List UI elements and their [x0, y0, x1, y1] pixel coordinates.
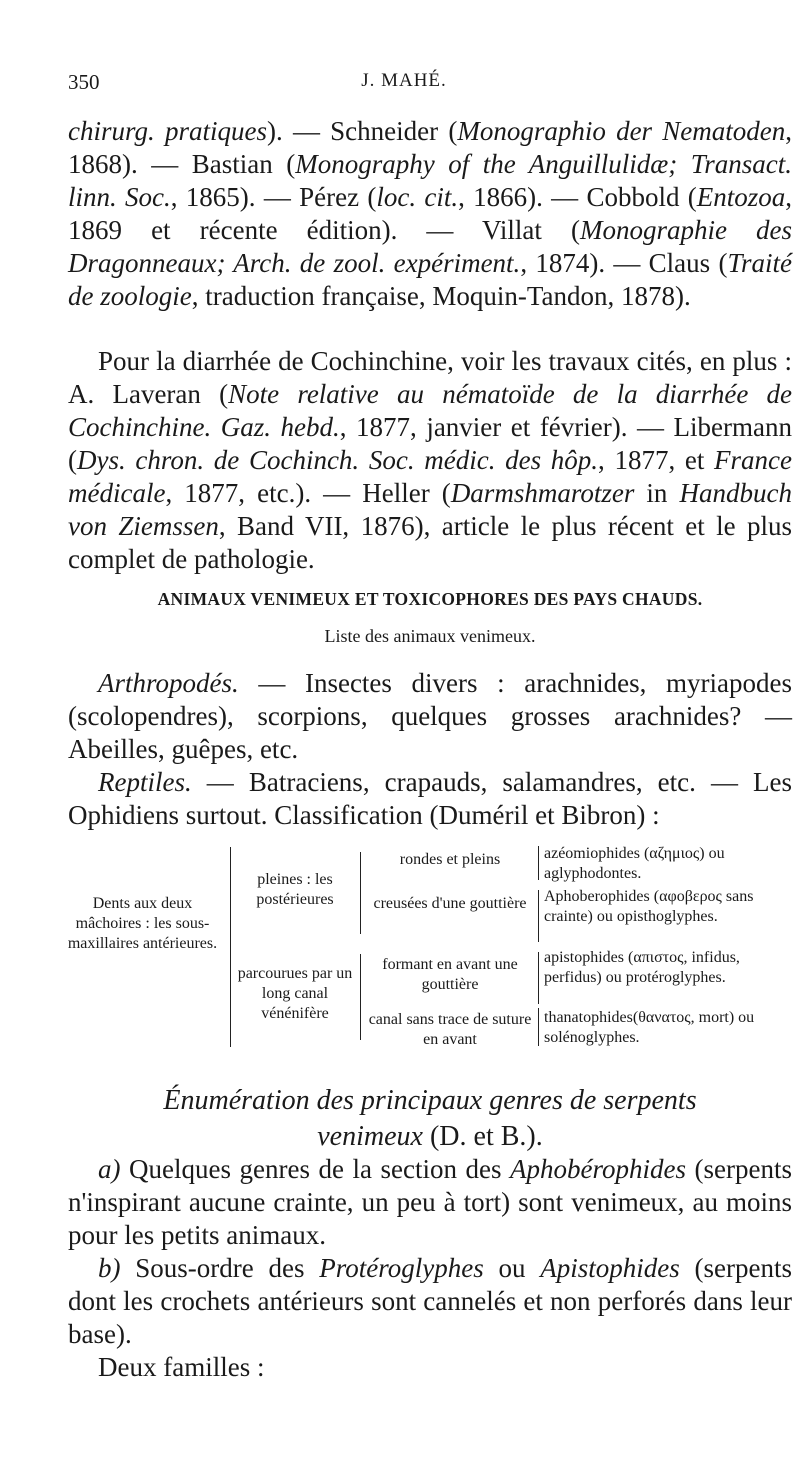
reptiles-paragraph: [68, 766, 792, 832]
item-marker: a): [98, 1154, 121, 1184]
taxon-name: Aphobérophides: [510, 1154, 687, 1184]
running-head: [68, 70, 740, 100]
item-marker: b): [98, 1253, 121, 1283]
classification-leaf: rondes et pleins: [399, 851, 501, 868]
taxon-name: Apistophides: [540, 1253, 680, 1283]
section-subtitle: Liste des animaux venimeux.: [324, 626, 536, 646]
paragraph-text: (serpents dont les crochets antérieurs sont cannelés et non perforés dans leur base).: [68, 1253, 792, 1349]
bib-title: Monographio der Nematoden: [457, 116, 786, 146]
enumeration-title: [68, 1083, 792, 1155]
running-title: J. MAHÉ.: [361, 70, 447, 91]
brace: [538, 890, 539, 942]
bib-title: loc. cit.: [376, 182, 459, 212]
taxon-name: Protéroglyphes: [319, 1253, 484, 1283]
classification-leaf: creusées d'une gouttière: [373, 895, 527, 912]
item-a-paragraph: [68, 1153, 792, 1252]
classification-group: apistophides (απιστος, infidus, perfidus) ou protéroglyphes.: [544, 949, 740, 986]
classification-branch-solid: pleines : les postérieures: [256, 871, 334, 908]
classification-branch-canal: parcourues par un long canal vénénifère: [237, 965, 353, 1022]
category-heading: Reptiles.: [98, 767, 192, 797]
enumeration-title-italic: venimeux: [317, 1121, 423, 1152]
bib-text: , 1865). — Pérez (: [170, 182, 377, 212]
bib-title: France médicale: [68, 445, 792, 508]
bib-text: , 1877, janvier et février). — Libermann (: [68, 412, 793, 475]
classification-group: Aphoberophides (αφοβερος sans crainte) ou opisthoglyphes.: [544, 888, 754, 925]
brace: [360, 954, 361, 1040]
bib-text: ). — Schneider (: [266, 116, 458, 146]
bib-title: chirurg. pratiques: [68, 116, 267, 146]
bibliography-paragraph-1: [68, 115, 792, 313]
brace: [538, 846, 539, 880]
bib-title: Handbuch von Ziemssen: [68, 478, 792, 541]
classification-group: azéomiophides (αζημιος) ou aglyphodontes.: [544, 845, 725, 882]
bibliography-paragraph-2: [68, 345, 792, 576]
bib-title: Monography of the Anguillulidæ; Transact. linn. Soc.: [68, 149, 792, 212]
paragraph-text: — Batraciens, crapauds, salamandres, etc. — Les Ophidiens surtout. Classification (Duméril et Bibron) :: [68, 767, 792, 830]
bib-text: , 1869 et récente édition). — Villat (: [68, 182, 792, 245]
bib-text: Pour la diarrhée de Cochinchine, voir les travaux cités, en plus : A. Laveran (: [68, 346, 792, 409]
bib-text: , Band VII, 1876), article le plus récent et le plus complet de pathologie.: [68, 511, 793, 574]
bib-title: Note relative au nématoïde de la diarrhée de Cochinchine. Gaz. hebd.: [68, 379, 792, 442]
bib-text: , traduction française, Moquin-Tandon, 1878).: [191, 281, 691, 311]
bib-text: , 1877, et: [598, 445, 715, 475]
brace: [230, 847, 231, 1047]
enumeration-title-line-1: Énumération des principaux genres de serpents: [163, 1085, 697, 1116]
paragraph-text: ou: [483, 1253, 541, 1283]
bib-title: Darmshmarotzer: [450, 478, 635, 508]
bib-text: , 1877, etc.). — Heller (: [165, 478, 451, 508]
families-line: [68, 1351, 792, 1384]
bib-text: , 1874). — Claus (: [520, 248, 728, 278]
paragraph-text: Sous-ordre des: [120, 1253, 320, 1283]
classification-root: Dents aux deux mâchoires : les sous-maxillaires antérieures.: [67, 895, 218, 952]
brace: [538, 1008, 539, 1046]
bib-text: in: [634, 478, 680, 508]
bib-text: , 1866). — Cobbold (: [458, 182, 697, 212]
arthropods-paragraph: [68, 667, 792, 766]
bib-text: , 1868). — Bastian (: [68, 116, 793, 179]
bib-title: Monographie des Dragonneaux; Arch. de zool. expériment.: [68, 215, 792, 278]
bib-title: Traité de zoologie: [68, 248, 792, 311]
section-title: ANIMAUX VENIMEUX ET TOXICOPHORES DES PAYS CHAUDS.: [157, 589, 703, 609]
bib-title: Dys. chron. de Cochinch. Soc. médic. des hôp.: [77, 445, 599, 475]
brace: [538, 952, 539, 1004]
enumeration-title-authors: (D. et B.).: [422, 1121, 543, 1152]
paragraph-text: — Insectes divers : arachnides, myriapodes (scolopendres), scorpions, quelques grosses arachnides? — Abeilles, guêpes, etc.: [68, 668, 792, 764]
item-b-paragraph: [68, 1252, 792, 1351]
classification-table: [60, 842, 800, 1067]
paragraph-text: (serpents n'inspirant aucune crainte, un peu à tort) sont venimeux, au moins pour les petits animaux.: [68, 1154, 793, 1250]
paragraph-text: Quelques genres de la section des: [120, 1154, 511, 1184]
classification-group: thanatophides(θανατος, mort) ou solénoglyphes.: [544, 1009, 755, 1046]
brace: [360, 852, 361, 934]
bib-title: Entozoa: [696, 182, 786, 212]
classification-leaf: canal sans trace de suture en avant: [368, 1011, 532, 1048]
paragraph-text: Deux familles :: [98, 1352, 265, 1382]
classification-leaf: formant en avant une gouttière: [382, 956, 518, 993]
page-number: 350: [68, 70, 100, 94]
category-heading: Arthropodés.: [98, 668, 239, 698]
